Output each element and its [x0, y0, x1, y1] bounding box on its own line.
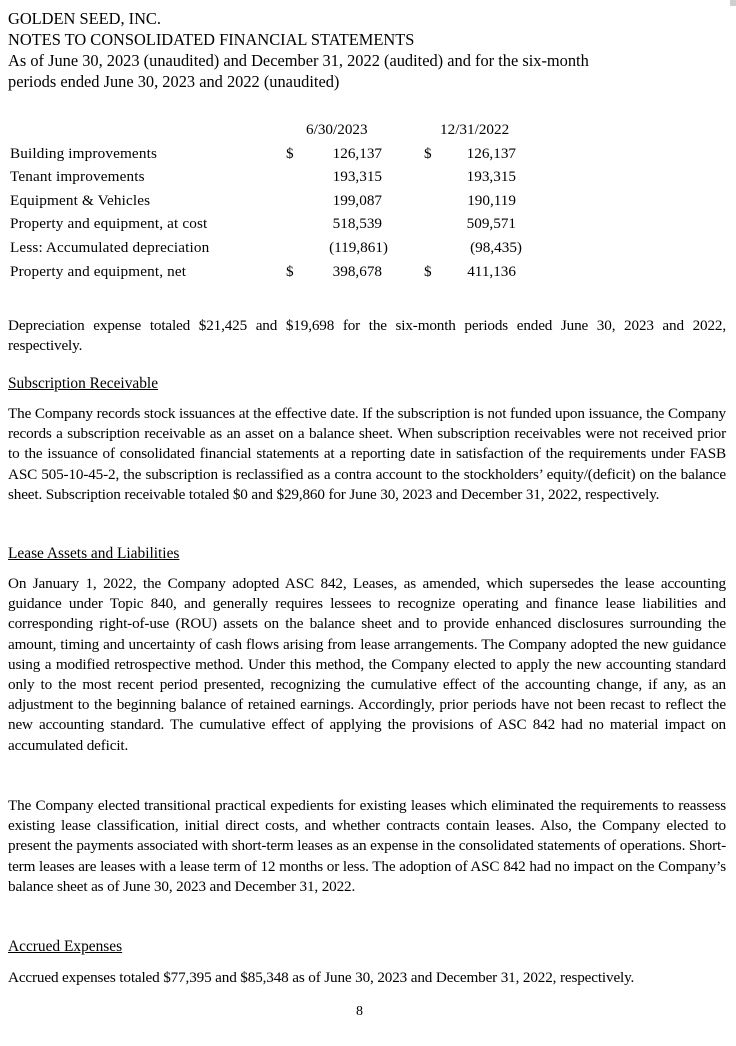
- row-label: Less: Accumulated depreciation: [10, 238, 210, 256]
- value-2023: [333, 263, 388, 281]
- table-row: [10, 263, 550, 287]
- value-2023: [329, 239, 388, 257]
- value-2022: [467, 145, 522, 163]
- lease-paragraph-1: On January 1, 2022, the Company adopted ASC 842, Leases, as amended, which supersedes the lease accounting guidance under Topic 840, and generally requires lessees to recognize operating and finance lease liabilities and corresponding right-of-use (ROU) assets on the balance sheet and to provide enhanced disclosures surrounding the amount, timing and uncertainty of cash flows arising from lease arrangements. The Company adopted the new guidance using a modified retrospective method. Under this method, the Company elected to apply the new accounting standard only to the most recent period presented, recognizing the cumulative effect of the accounting change, if any, as an adjustment to the beginning balance of retained earnings. Accordingly, prior periods have not been recast to reflect the new accounting standard. The cumulative effect of applying the provisions of ASC 842 had no material impact on accumulated deficit.: [8, 575, 726, 754]
- value-2023: [333, 192, 388, 210]
- value-2023: [333, 215, 388, 233]
- value-2022: [467, 215, 522, 233]
- cell-value: 193,315: [332, 168, 382, 186]
- table-row: [10, 192, 550, 216]
- cell-value: (119,861): [329, 238, 388, 256]
- cell-value: 190,119: [467, 191, 516, 209]
- cell-value: (98,435): [470, 238, 522, 256]
- subscription-heading: Subscription Receivable: [8, 375, 159, 392]
- value-2022: [467, 192, 522, 210]
- currency-symbol: $: [424, 144, 432, 162]
- row-label: Building improvements: [10, 144, 158, 162]
- cell-value: 518,539: [332, 215, 382, 233]
- table-row: [10, 168, 550, 192]
- period-line-2: periods ended June 30, 2023 and 2022 (unaudited): [8, 72, 340, 91]
- row-label: Equipment & Vehicles: [10, 191, 151, 209]
- page-number: 8: [356, 1004, 363, 1019]
- value-2022: [467, 263, 522, 281]
- accrued-heading: Accrued Expenses: [8, 938, 123, 955]
- accrued-paragraph: Accrued expenses totaled $77,395 and $85,348 as of June 30, 2023 and December 31, 2022, respectively.: [8, 969, 635, 986]
- document-title: NOTES TO CONSOLIDATED FINANCIAL STATEMENTS: [8, 30, 415, 49]
- property-equipment-table: [10, 121, 550, 286]
- depreciation-paragraph: Depreciation expense totaled $21,425 and $19,698 for the six-month periods ended June 30, 2023 and 2022, respectively.: [8, 317, 726, 355]
- column-header-2023: 6/30/2023: [306, 121, 368, 138]
- row-label: Property and equipment, net: [10, 262, 187, 280]
- table-row: [10, 215, 550, 239]
- lease-heading: Lease Assets and Liabilities: [8, 545, 180, 562]
- value-2022: [467, 168, 522, 186]
- cell-value: 199,087: [332, 191, 382, 209]
- cell-value: 193,315: [466, 168, 516, 186]
- lease-paragraph-2: The Company elected transitional practical expedients for existing leases which eliminated the requirements to reassess existing lease classification, initial direct costs, and whether contracts contain leases. Also, the Company elected to present the payments associated with short-term leases as an expense in the consolidated statements of operations. Short-term leases are leases with a lease term of 12 months or less. The adoption of ASC 842 had no impact on the Company’s balance sheet as of June 30, 2023 and December 31, 2022.: [8, 797, 726, 895]
- value-2023: [333, 145, 388, 163]
- cell-value: 411,136: [467, 262, 516, 280]
- cell-value: 126,137: [332, 144, 382, 162]
- table-row: [10, 145, 550, 169]
- currency-symbol: $: [286, 144, 294, 162]
- company-name: GOLDEN SEED, INC.: [8, 9, 161, 28]
- table-header-row: [10, 121, 550, 145]
- table-body: [10, 145, 550, 287]
- currency-symbol: $: [286, 262, 294, 280]
- currency-symbol: $: [424, 262, 432, 280]
- row-label: Property and equipment, at cost: [10, 215, 208, 233]
- subscription-paragraph: The Company records stock issuances at the effective date. If the subscription is not funded upon issuance, the Company records a subscription receivable as an asset on a balance sheet. When subscription receivables were not received prior to the issuance of consolidated financial statements at a reporting date in satisfaction of the requirements under FASB ASC 505-10-45-2, the subscription is reclassified as a contra account to the stockholders’ equity/(deficit) on the balance sheet. Subscription receivable totaled $0 and $29,860 for June 30, 2023 and December 31, 2022, respectively.: [8, 405, 726, 503]
- value-2023: [333, 168, 388, 186]
- document-header: [8, 8, 708, 92]
- cell-value: 126,137: [466, 144, 516, 162]
- value-2022: [470, 239, 522, 257]
- period-line-1: As of June 30, 2023 (unaudited) and December 31, 2022 (audited) and for the six-month: [8, 51, 589, 70]
- page-corner-marker: [730, 0, 736, 6]
- column-header-2022: 12/31/2022: [440, 121, 510, 138]
- cell-value: 398,678: [332, 262, 382, 280]
- table-row: [10, 239, 550, 263]
- row-label: Tenant improvements: [10, 168, 145, 186]
- cell-value: 509,571: [466, 215, 516, 233]
